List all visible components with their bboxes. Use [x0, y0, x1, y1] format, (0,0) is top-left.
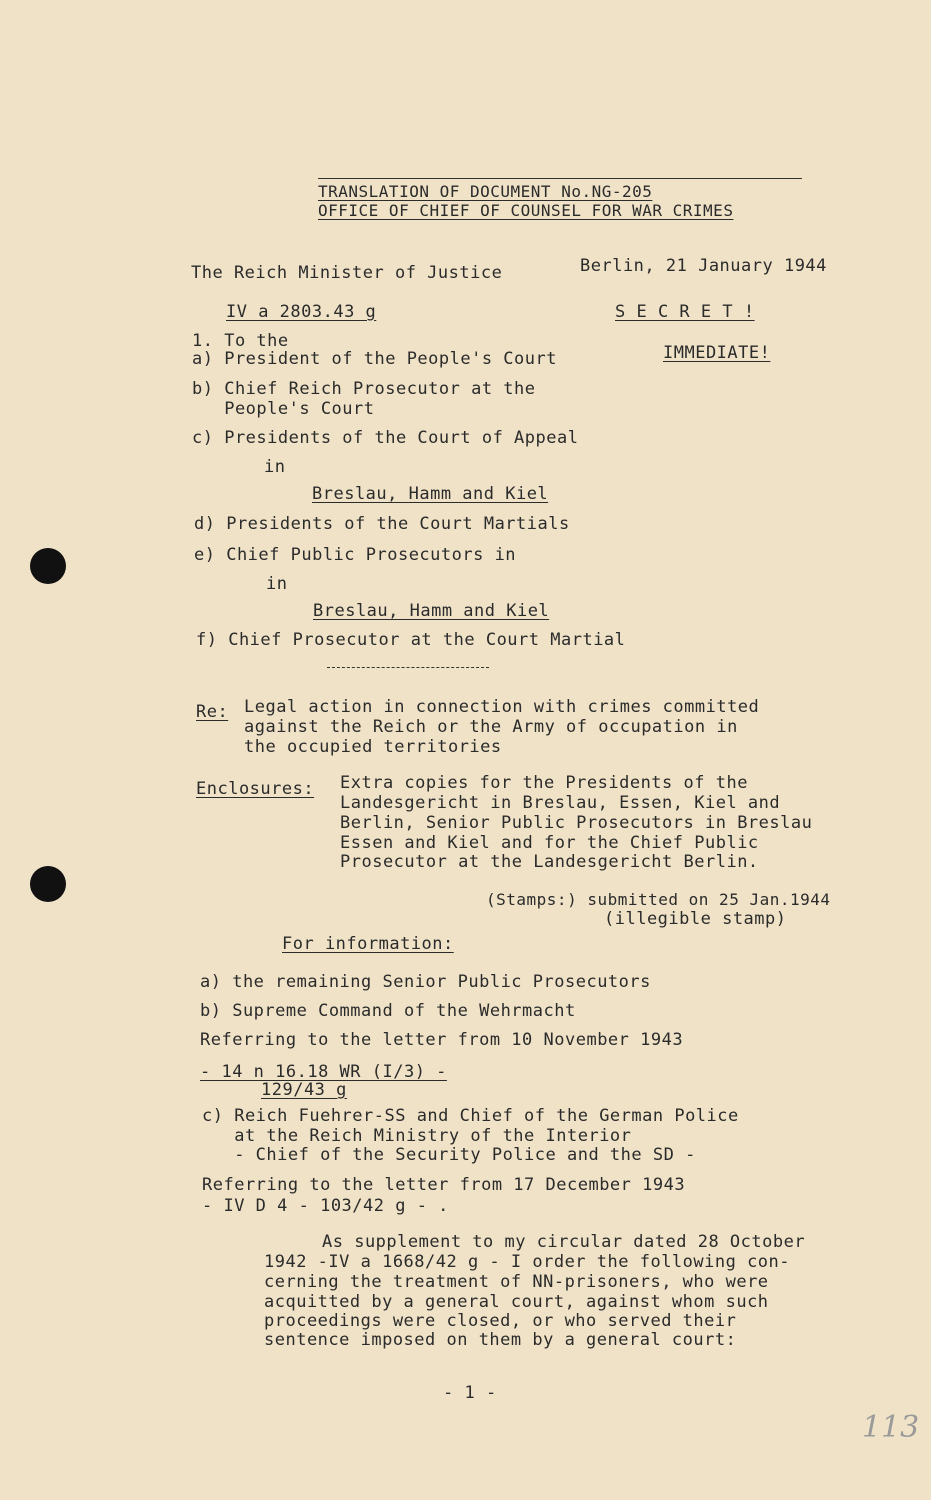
immediate-mark: IMMEDIATE!	[663, 343, 771, 363]
addressee-c-in: in	[264, 457, 286, 477]
info-c-line3: - Chief of the Security Police and the SD -	[202, 1145, 696, 1165]
addressee-a: a) President of the People's Court	[192, 349, 557, 369]
addressee-c: c) Presidents of the Court of Appeal	[192, 428, 579, 448]
enclosures-line2: Landesgericht in Breslau, Essen, Kiel and	[340, 793, 781, 813]
file-reference: IV a 2803.43 g	[226, 302, 377, 322]
enclosures-line1: Extra copies for the Presidents of the	[340, 773, 748, 793]
addressee-e-places: Breslau, Hamm and Kiel	[313, 601, 550, 621]
margin-handwritten-number: 113	[862, 1410, 920, 1445]
info-ref2: Referring to the letter from 17 December 1943	[202, 1175, 686, 1195]
addressee-d: d) Presidents of the Court Martials	[194, 514, 570, 534]
re-line3: the occupied territories	[244, 737, 502, 757]
info-ref1-code1: - 14 n 16.18 WR (I/3) -	[200, 1062, 447, 1082]
info-c-line2: at the Reich Ministry of the Interior	[202, 1126, 632, 1146]
info-b: b) Supreme Command of the Wehrmacht	[200, 1001, 576, 1021]
header-document-number: TRANSLATION OF DOCUMENT No.NG-205	[318, 182, 653, 201]
enclosures-line5: Prosecutor at the Landesgericht Berlin.	[340, 852, 759, 872]
addressee-e-in: in	[266, 574, 288, 594]
header-office: OFFICE OF CHIEF OF COUNSEL FOR WAR CRIMES	[318, 201, 734, 220]
stamp-illegible: (illegible stamp)	[604, 909, 787, 929]
re-label: Re:	[196, 702, 229, 722]
enclosures-label: Enclosures:	[196, 779, 315, 799]
addressee-f: f) Chief Prosecutor at the Court Martial	[196, 630, 626, 650]
re-line1: Legal action in connection with crimes committed	[244, 697, 760, 717]
body-line4: acquitted by a general court, against whom such	[264, 1292, 769, 1312]
header-rule	[318, 178, 802, 179]
addressee-c-places: Breslau, Hamm and Kiel	[312, 484, 549, 504]
to-heading: 1. To the	[192, 331, 289, 351]
info-ref1: Referring to the letter from 10 November 1943	[200, 1030, 684, 1050]
punch-hole-top	[30, 548, 66, 584]
body-line5: proceedings were closed, or who served their	[264, 1311, 737, 1331]
addressee-b-line2: People's Court	[192, 399, 375, 419]
info-c-line1: c) Reich Fuehrer-SS and Chief of the German Police	[202, 1106, 739, 1126]
body-line2: 1942 -IV a 1668/42 g - I order the following con-	[264, 1252, 791, 1272]
separator-dashes	[327, 667, 489, 668]
body-line1: As supplement to my circular dated 28 October	[322, 1232, 806, 1252]
enclosures-line3: Berlin, Senior Public Prosecutors in Breslau	[340, 813, 813, 833]
body-line6: sentence imposed on them by a general court:	[264, 1330, 737, 1350]
info-ref1-code2: 129/43 g	[261, 1080, 347, 1100]
place-date: Berlin, 21 January 1944	[580, 256, 827, 276]
punch-hole-bottom	[30, 866, 66, 902]
stamp-submitted: (Stamps:) submitted on 25 Jan.1944	[486, 890, 831, 909]
re-line2: against the Reich or the Army of occupation in	[244, 717, 738, 737]
info-ref2-code: - IV D 4 - 103/42 g - .	[202, 1196, 449, 1216]
page-number: - 1 -	[443, 1383, 497, 1403]
info-a: a) the remaining Senior Public Prosecutors	[200, 972, 651, 992]
sender: The Reich Minister of Justice	[191, 263, 503, 283]
secret-mark: S E C R E T !	[615, 302, 755, 322]
enclosures-line4: Essen and Kiel and for the Chief Public	[340, 833, 759, 853]
addressee-e: e) Chief Public Prosecutors in	[194, 545, 517, 565]
body-line3: cerning the treatment of NN-prisoners, who were	[264, 1272, 769, 1292]
addressee-b-line1: b) Chief Reich Prosecutor at the	[192, 379, 536, 399]
for-information-heading: For information:	[282, 934, 454, 954]
